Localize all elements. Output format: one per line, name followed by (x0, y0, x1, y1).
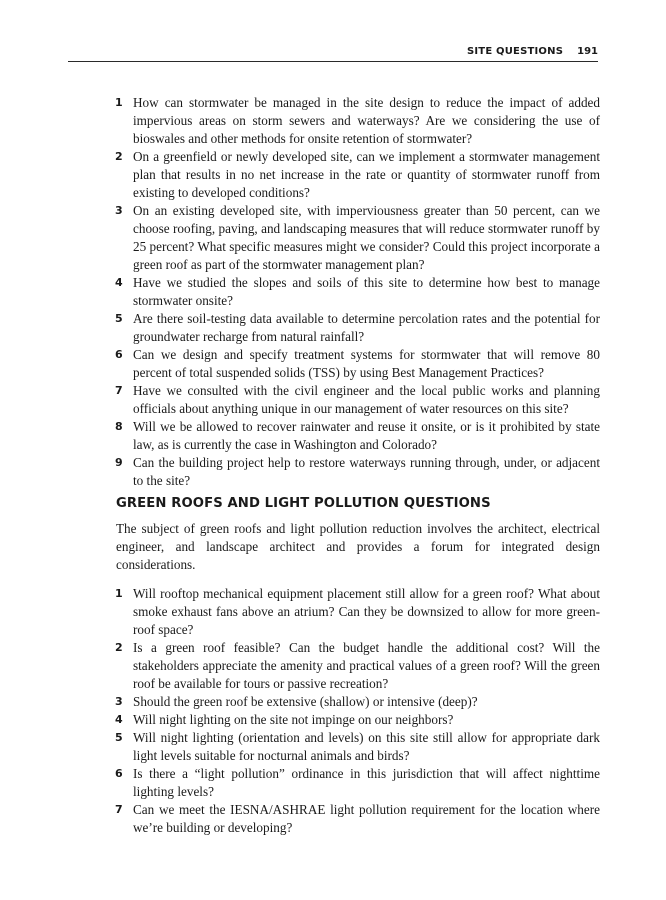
list-item (112, 729, 600, 765)
running-header (68, 46, 598, 60)
green-roof-questions-list (112, 585, 600, 837)
list-item (112, 202, 600, 274)
item-number: 7 (115, 384, 123, 397)
list-item (112, 274, 600, 310)
item-text: Will rooftop mechanical equipment placement still allow for a green roof? What about smoke exhaust fans above an atrium? Can they be downsized to allow for more green-roof space? (133, 586, 600, 637)
item-text: On a greenfield or newly developed site, can we implement a stormwater management plan that results in no net increase in the rate or quantity of stormwater runoff from existing to developed conditions? (133, 149, 600, 200)
section-title: GREEN ROOFS AND LIGHT POLLUTION QUESTIONS (116, 496, 491, 511)
list-item (112, 711, 600, 729)
page-number: 191 (577, 46, 598, 57)
list-item (112, 454, 600, 490)
item-text: Are there soil-testing data available to determine percolation rates and the potential for groundwater recharge from natural rainfall? (133, 311, 600, 344)
item-text: Can the building project help to restore waterways running through, under, or adjacent to the site? (133, 455, 600, 488)
list-item (112, 639, 600, 693)
item-text: Have we consulted with the civil engineer and the local public works and planning officials about anything unique in our management of water resources on this site? (133, 383, 600, 416)
item-text: On an existing developed site, with imperviousness greater than 50 percent, can we choose roofing, paving, and landscaping measures that will reduce stormwater runoff by 25 percent? What specific measures might we consider? Could this project incorporate a green roof as part of the stormwater management plan? (133, 203, 600, 272)
item-number: 1 (115, 96, 123, 109)
item-text: Can we design and specify treatment systems for stormwater that will remove 80 percent of total suspended solids (TSS) by using Best Management Practices? (133, 347, 600, 380)
section-intro: The subject of green roofs and light pollution reduction involves the architect, electrical engineer, and landscape architect and provides a forum for integrated design considerations. (116, 521, 600, 572)
list-item (112, 148, 600, 202)
list-item (112, 310, 600, 346)
item-number: 7 (115, 803, 123, 816)
header-rule (68, 61, 598, 62)
list-item (112, 801, 600, 837)
item-number: 6 (115, 348, 123, 361)
item-number: 5 (115, 731, 123, 744)
running-header-section: SITE QUESTIONS (466, 46, 564, 57)
list-item (112, 94, 600, 148)
item-text: Will night lighting (orientation and levels) on this site still allow for appropriate dark light levels suitable for nocturnal animals and birds? (133, 730, 600, 763)
item-number: 4 (115, 276, 123, 289)
item-text: Can we meet the IESNA/ASHRAE light pollution requirement for the location where we’re building or developing? (133, 802, 600, 835)
item-number: 8 (115, 420, 123, 433)
item-number: 5 (115, 312, 123, 325)
item-number: 3 (115, 695, 123, 708)
item-text: Will night lighting on the site not impinge on our neighbors? (133, 712, 454, 727)
item-number: 2 (115, 150, 123, 163)
item-number: 9 (115, 456, 123, 469)
site-questions-list (112, 94, 600, 490)
list-item (112, 693, 600, 711)
item-number: 3 (115, 204, 123, 217)
item-text: Have we studied the slopes and soils of this site to determine how best to manage stormwater onsite? (133, 275, 600, 308)
list-item (112, 585, 600, 639)
list-item (112, 346, 600, 382)
item-text: Will we be allowed to recover rainwater and reuse it onsite, or is it prohibited by state law, as is currently the case in Washington and Colorado? (133, 419, 600, 452)
item-number: 4 (115, 713, 123, 726)
list-item (112, 765, 600, 801)
item-number: 2 (115, 641, 123, 654)
item-text: Should the green roof be extensive (shallow) or intensive (deep)? (133, 694, 478, 709)
list-item (112, 382, 600, 418)
list-item (112, 418, 600, 454)
item-text: Is a green roof feasible? Can the budget handle the additional cost? Will the stakeholders appreciate the amenity and practical values of a green roof? Will the green roof be available for tours or passive recreation? (133, 640, 600, 691)
item-text: How can stormwater be managed in the site design to reduce the impact of added impervious areas on storm sewers and waterways? Are we considering the use of bioswales and other methods for onsite retention of stormwater? (133, 95, 600, 146)
item-text: Is there a “light pollution” ordinance in this jurisdiction that will affect nighttime lighting levels? (133, 766, 600, 799)
item-number: 6 (115, 767, 123, 780)
item-number: 1 (115, 587, 123, 600)
